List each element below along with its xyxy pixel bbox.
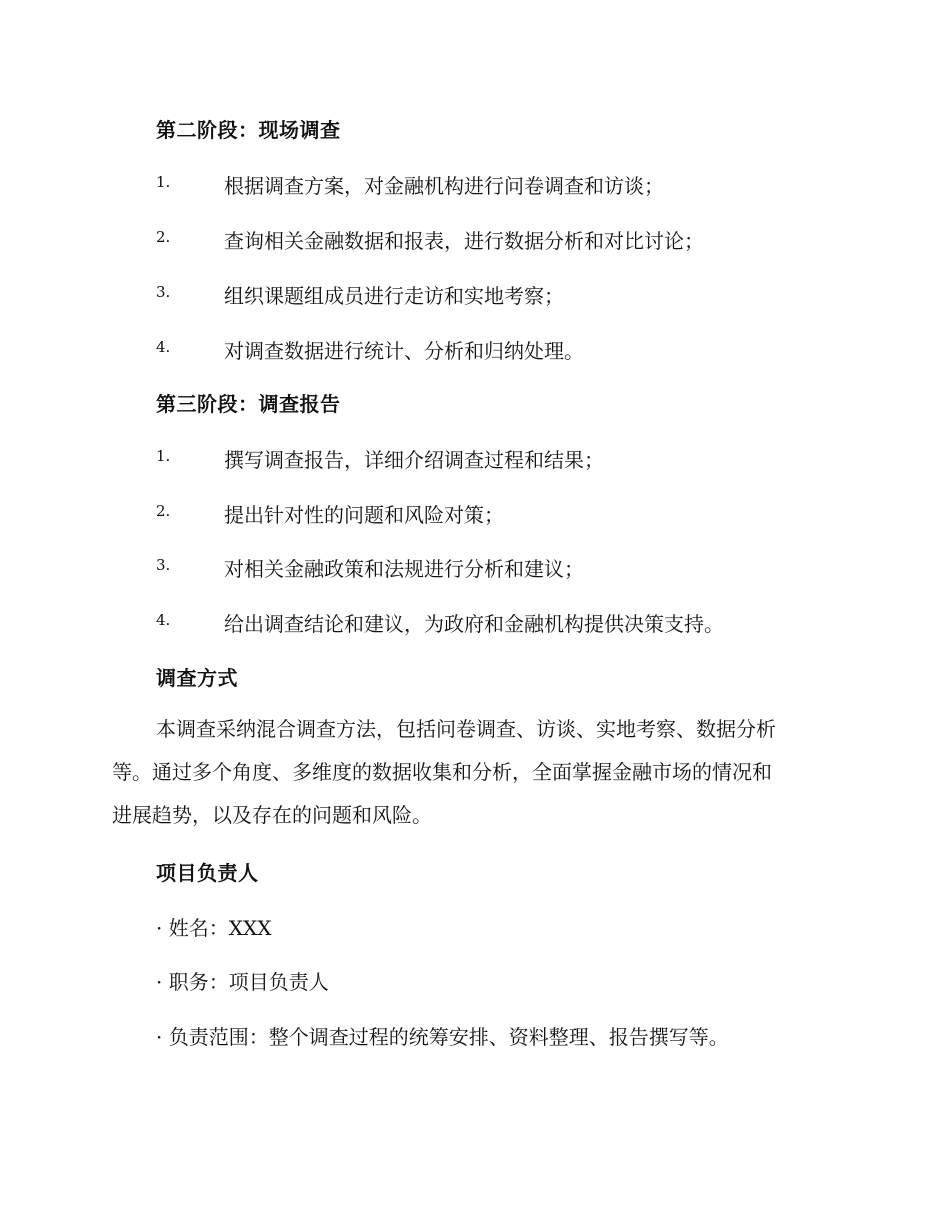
list-number: 2. (156, 502, 171, 520)
phase2-heading: 第二阶段：现场调查 (156, 118, 341, 142)
list-text: 对调查数据进行统计、分析和归纳处理。 (224, 339, 584, 363)
list-number: 2. (156, 228, 171, 246)
list-text: 提出针对性的问题和风险对策； (224, 503, 504, 527)
paragraph-line: 等。通过多个角度、多维度的数据收集和分析，全面掌握金融市场的情况和 (112, 760, 772, 784)
bullet-name: · 姓名：XXX (156, 916, 272, 940)
list-text: 查询相关金融数据和报表，进行数据分析和对比讨论； (224, 229, 704, 253)
list-number: 4. (156, 338, 171, 356)
method-heading: 调查方式 (156, 666, 238, 690)
paragraph-line: 本调查采纳混合调查方法，包括问卷调查、访谈、实地考察、数据分析 (156, 717, 776, 741)
paragraph-line: 进展趋势，以及存在的问题和风险。 (112, 803, 432, 827)
bullet-position: · 职务：项目负责人 (156, 970, 329, 994)
list-text: 组织课题组成员进行走访和实地考察； (224, 284, 564, 308)
lead-heading: 项目负责人 (156, 861, 259, 885)
method-paragraph (112, 708, 832, 837)
list-text: 对相关金融政策和法规进行分析和建议； (224, 557, 584, 581)
phase3-heading: 第三阶段：调查报告 (156, 392, 341, 416)
list-number: 3. (156, 556, 171, 574)
bullet-responsibility: · 负责范围：整个调查过程的统筹安排、资料整理、报告撰写等。 (156, 1025, 729, 1049)
list-text: 撰写调查报告，详细介绍调查过程和结果； (224, 448, 604, 472)
list-number: 1. (156, 173, 171, 191)
list-text: 根据调查方案，对金融机构进行问卷调查和访谈； (224, 174, 664, 198)
list-number: 4. (156, 611, 171, 629)
list-number: 1. (156, 447, 171, 465)
list-number: 3. (156, 283, 171, 301)
list-text: 给出调查结论和建议，为政府和金融机构提供决策支持。 (224, 612, 724, 636)
